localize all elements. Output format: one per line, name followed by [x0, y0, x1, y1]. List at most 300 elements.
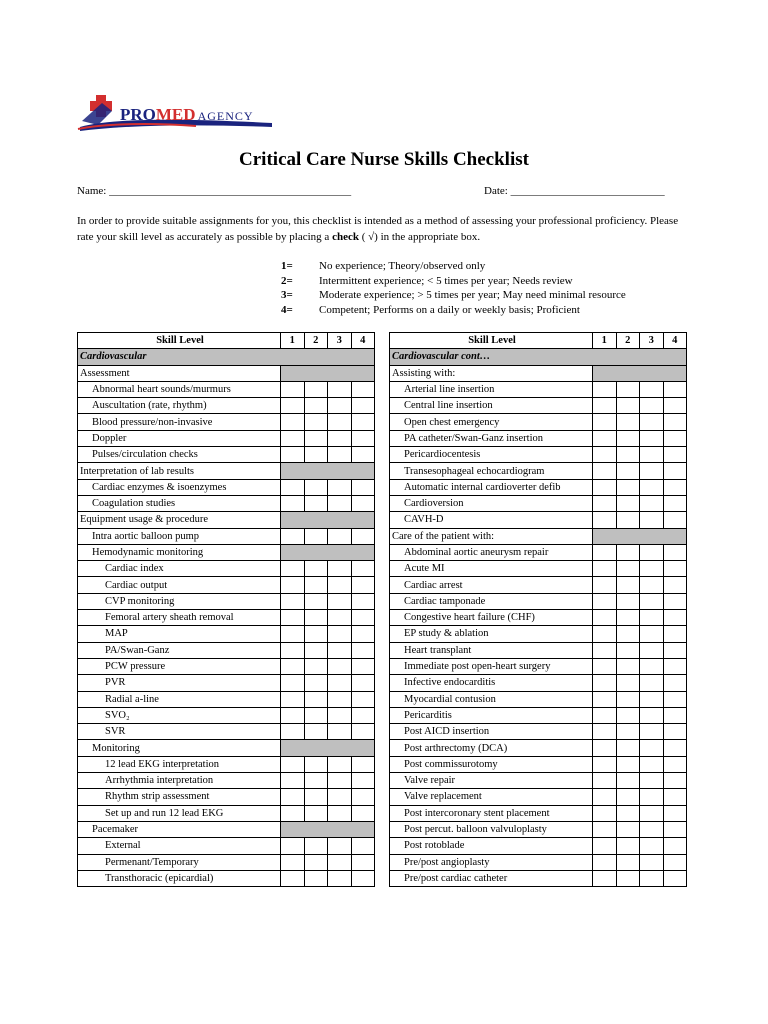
rating-checkbox-4[interactable]	[663, 479, 687, 495]
rating-checkbox-4[interactable]	[351, 528, 375, 544]
rating-checkbox-1[interactable]	[593, 838, 617, 854]
rating-checkbox-1[interactable]	[593, 626, 617, 642]
rating-checkbox-2[interactable]	[304, 838, 328, 854]
rating-checkbox-3[interactable]	[328, 430, 352, 446]
scale-description: Moderate experience; > 5 times per year; May need minimal resource	[319, 289, 626, 301]
rating-checkbox-4[interactable]	[663, 577, 687, 593]
rating-checkbox-1[interactable]	[593, 593, 617, 609]
rating-checkbox-3[interactable]	[640, 707, 664, 723]
rating-checkbox-1[interactable]	[281, 870, 305, 886]
rating-checkbox-2[interactable]	[304, 675, 328, 691]
rating-checkbox-3[interactable]	[328, 381, 352, 397]
rating-checkbox-1[interactable]	[281, 495, 305, 511]
rating-checkbox-2[interactable]	[616, 838, 640, 854]
rating-checkbox-2[interactable]	[616, 805, 640, 821]
rating-checkbox-3[interactable]	[328, 773, 352, 789]
rating-checkbox-3[interactable]	[640, 495, 664, 511]
rating-checkbox-2[interactable]	[616, 773, 640, 789]
rating-checkbox-4[interactable]	[663, 381, 687, 397]
rating-checkbox-1[interactable]	[593, 675, 617, 691]
right-table-row	[390, 593, 687, 609]
rating-checkbox-3[interactable]	[640, 854, 664, 870]
table-header-row	[390, 333, 687, 349]
rating-checkbox-3[interactable]	[328, 610, 352, 626]
rating-checkbox-1[interactable]	[281, 805, 305, 821]
rating-checkbox-1[interactable]	[281, 414, 305, 430]
rating-checkbox-4[interactable]	[351, 398, 375, 414]
rating-checkbox-3[interactable]	[328, 805, 352, 821]
rating-checkbox-1[interactable]	[593, 707, 617, 723]
rating-checkbox-1[interactable]	[593, 463, 617, 479]
scale-row	[281, 288, 626, 303]
rating-checkbox-1[interactable]	[593, 658, 617, 674]
rating-checkbox-2[interactable]	[616, 724, 640, 740]
rating-checkbox-2[interactable]	[616, 691, 640, 707]
rating-checkbox-2[interactable]	[616, 447, 640, 463]
rating-checkbox-4[interactable]	[351, 691, 375, 707]
rating-checkbox-2[interactable]	[616, 495, 640, 511]
date-field[interactable]: Date: ____________________________	[484, 185, 665, 197]
rating-column-header: 1	[281, 333, 305, 349]
rating-checkbox-3[interactable]	[640, 414, 664, 430]
skill-label: Cardiac enzymes & isoenzymes	[78, 479, 281, 495]
skill-label: Set up and run 12 lead EKG	[78, 805, 281, 821]
rating-checkbox-4[interactable]	[663, 495, 687, 511]
rating-checkbox-3[interactable]	[640, 724, 664, 740]
rating-checkbox-1[interactable]	[593, 740, 617, 756]
rating-checkbox-3[interactable]	[640, 577, 664, 593]
rating-checkbox-3[interactable]	[328, 724, 352, 740]
rating-checkbox-2[interactable]	[304, 528, 328, 544]
rating-checkbox-3[interactable]	[328, 479, 352, 495]
rating-checkbox-3[interactable]	[328, 398, 352, 414]
rating-checkbox-1[interactable]	[281, 593, 305, 609]
section-heading: Cardiovascular cont…	[390, 349, 687, 365]
rating-checkbox-4[interactable]	[663, 707, 687, 723]
rating-checkbox-4[interactable]	[351, 756, 375, 772]
rating-checkbox-2[interactable]	[304, 773, 328, 789]
right-table-row	[390, 773, 687, 789]
skill-label: Valve replacement	[390, 789, 593, 805]
rating-checkbox-4[interactable]	[351, 447, 375, 463]
rating-checkbox-2[interactable]	[616, 821, 640, 837]
rating-checkbox-4[interactable]	[663, 447, 687, 463]
rating-checkbox-4[interactable]	[663, 773, 687, 789]
rating-checkbox-2[interactable]	[616, 626, 640, 642]
rating-checkbox-2[interactable]	[616, 675, 640, 691]
rating-checkbox-2[interactable]	[304, 610, 328, 626]
rating-checkbox-2[interactable]	[304, 430, 328, 446]
right-table-row	[390, 870, 687, 886]
right-table-row	[390, 675, 687, 691]
rating-checkbox-4[interactable]	[663, 642, 687, 658]
rating-checkbox-3[interactable]	[640, 381, 664, 397]
rating-checkbox-4[interactable]	[663, 756, 687, 772]
rating-checkbox-4[interactable]	[663, 610, 687, 626]
rating-checkbox-4[interactable]	[663, 658, 687, 674]
rating-checkbox-3[interactable]	[328, 495, 352, 511]
rating-checkbox-3[interactable]	[328, 561, 352, 577]
rating-checkbox-1[interactable]	[281, 789, 305, 805]
left-table-row	[78, 544, 375, 560]
rating-checkbox-1[interactable]	[281, 838, 305, 854]
rating-checkbox-2[interactable]	[616, 414, 640, 430]
rating-checkbox-4[interactable]	[663, 675, 687, 691]
rating-checkbox-1[interactable]	[281, 675, 305, 691]
right-table-row	[390, 691, 687, 707]
skill-label: Valve repair	[390, 773, 593, 789]
rating-checkbox-2[interactable]	[304, 593, 328, 609]
rating-checkbox-1[interactable]	[593, 398, 617, 414]
rating-checkbox-2[interactable]	[616, 381, 640, 397]
rating-checkbox-4[interactable]	[351, 495, 375, 511]
rating-checkbox-3[interactable]	[328, 675, 352, 691]
rating-checkbox-2[interactable]	[616, 430, 640, 446]
rating-checkbox-3[interactable]	[640, 479, 664, 495]
rating-checkbox-1[interactable]	[593, 854, 617, 870]
rating-checkbox-2[interactable]	[304, 854, 328, 870]
rating-checkbox-1[interactable]	[593, 870, 617, 886]
shaded-rating-cell	[281, 365, 375, 381]
left-table-row	[78, 610, 375, 626]
rating-checkbox-1[interactable]	[281, 561, 305, 577]
rating-checkbox-4[interactable]	[663, 398, 687, 414]
rating-checkbox-4[interactable]	[351, 870, 375, 886]
rating-checkbox-2[interactable]	[304, 707, 328, 723]
rating-checkbox-4[interactable]	[351, 658, 375, 674]
rating-checkbox-4[interactable]	[351, 610, 375, 626]
rating-checkbox-4[interactable]	[663, 724, 687, 740]
skill-group-label: Interpretation of lab results	[78, 463, 281, 479]
rating-checkbox-2[interactable]	[304, 414, 328, 430]
rating-checkbox-2[interactable]	[616, 658, 640, 674]
skill-label: Cardiac index	[78, 561, 281, 577]
rating-checkbox-4[interactable]	[351, 805, 375, 821]
rating-checkbox-2[interactable]	[616, 479, 640, 495]
logo-pro: PRO	[120, 105, 156, 124]
rating-checkbox-3[interactable]	[640, 544, 664, 560]
rating-checkbox-1[interactable]	[593, 414, 617, 430]
rating-checkbox-4[interactable]	[351, 381, 375, 397]
rating-checkbox-3[interactable]	[640, 512, 664, 528]
rating-checkbox-1[interactable]	[593, 561, 617, 577]
rating-checkbox-3[interactable]	[640, 756, 664, 772]
logo-agency: AGENCY	[197, 109, 254, 123]
rating-scale	[281, 259, 626, 317]
rating-checkbox-4[interactable]	[663, 691, 687, 707]
rating-checkbox-3[interactable]	[640, 593, 664, 609]
rating-checkbox-3[interactable]	[328, 642, 352, 658]
shaded-rating-cell	[281, 512, 375, 528]
rating-checkbox-4[interactable]	[351, 675, 375, 691]
rating-checkbox-2[interactable]	[304, 381, 328, 397]
rating-checkbox-3[interactable]	[328, 691, 352, 707]
right-table-row	[390, 577, 687, 593]
rating-checkbox-4[interactable]	[351, 626, 375, 642]
rating-checkbox-3[interactable]	[328, 658, 352, 674]
rating-checkbox-2[interactable]	[616, 854, 640, 870]
rating-checkbox-1[interactable]	[281, 447, 305, 463]
rating-checkbox-3[interactable]	[328, 414, 352, 430]
rating-checkbox-1[interactable]	[593, 495, 617, 511]
skill-label: Open chest emergency	[390, 414, 593, 430]
rating-checkbox-2[interactable]	[616, 577, 640, 593]
rating-checkbox-1[interactable]	[593, 821, 617, 837]
rating-checkbox-2[interactable]	[304, 398, 328, 414]
rating-checkbox-1[interactable]	[281, 479, 305, 495]
rating-checkbox-1[interactable]	[281, 724, 305, 740]
rating-checkbox-2[interactable]	[616, 756, 640, 772]
rating-checkbox-3[interactable]	[640, 789, 664, 805]
rating-checkbox-1[interactable]	[281, 756, 305, 772]
rating-checkbox-2[interactable]	[616, 398, 640, 414]
rating-checkbox-3[interactable]	[640, 447, 664, 463]
rating-checkbox-2[interactable]	[616, 593, 640, 609]
table-header-row	[78, 333, 375, 349]
rating-checkbox-3[interactable]	[640, 561, 664, 577]
logo-med: MED	[155, 105, 196, 124]
rating-checkbox-4[interactable]	[663, 740, 687, 756]
right-table-row	[390, 365, 687, 381]
intro-paragraph	[77, 213, 692, 245]
scale-description: Intermittent experience; < 5 times per year; Needs review	[319, 274, 573, 287]
rating-checkbox-2[interactable]	[304, 561, 328, 577]
skill-level-header: Skill Level	[390, 333, 593, 349]
rating-checkbox-4[interactable]	[663, 854, 687, 870]
scale-number: 4=	[281, 303, 293, 316]
rating-checkbox-4[interactable]	[351, 414, 375, 430]
rating-checkbox-2[interactable]	[616, 707, 640, 723]
rating-checkbox-1[interactable]	[593, 430, 617, 446]
right-table-row	[390, 740, 687, 756]
rating-checkbox-1[interactable]	[281, 691, 305, 707]
right-table-row	[390, 414, 687, 430]
rating-checkbox-1[interactable]	[281, 430, 305, 446]
rating-checkbox-4[interactable]	[663, 430, 687, 446]
rating-checkbox-3[interactable]	[328, 626, 352, 642]
skills-table-left	[77, 332, 375, 887]
right-table-row	[390, 821, 687, 837]
rating-checkbox-2[interactable]	[616, 789, 640, 805]
rating-checkbox-1[interactable]	[593, 691, 617, 707]
rating-checkbox-1[interactable]	[593, 805, 617, 821]
rating-checkbox-4[interactable]	[351, 838, 375, 854]
left-table-row	[78, 414, 375, 430]
rating-checkbox-2[interactable]	[616, 740, 640, 756]
rating-checkbox-2[interactable]	[304, 789, 328, 805]
right-table-row	[390, 463, 687, 479]
rating-checkbox-4[interactable]	[351, 773, 375, 789]
right-table-row	[390, 349, 687, 365]
rating-checkbox-4[interactable]	[351, 593, 375, 609]
rating-checkbox-2[interactable]	[304, 724, 328, 740]
rating-checkbox-1[interactable]	[281, 381, 305, 397]
rating-checkbox-4[interactable]	[351, 854, 375, 870]
shaded-rating-cell	[281, 544, 375, 560]
rating-checkbox-4[interactable]	[351, 577, 375, 593]
skill-label: SVO₂	[78, 707, 281, 723]
rating-checkbox-1[interactable]	[281, 642, 305, 658]
rating-checkbox-2[interactable]	[304, 447, 328, 463]
rating-checkbox-1[interactable]	[281, 626, 305, 642]
intro-text: In order to provide suitable assignments for you, this checklist is intended as a method of assessing your professional proficiency. Please rate your skill level as accurately as possible by placing a	[77, 215, 679, 243]
rating-checkbox-4[interactable]	[663, 870, 687, 886]
rating-checkbox-4[interactable]	[351, 724, 375, 740]
rating-checkbox-4[interactable]	[663, 838, 687, 854]
rating-checkbox-3[interactable]	[328, 854, 352, 870]
rating-checkbox-1[interactable]	[593, 479, 617, 495]
rating-checkbox-3[interactable]	[640, 675, 664, 691]
rating-column-header: 3	[640, 333, 664, 349]
rating-checkbox-3[interactable]	[640, 870, 664, 886]
skill-label: Myocardial contusion	[390, 691, 593, 707]
rating-checkbox-3[interactable]	[328, 756, 352, 772]
rating-checkbox-2[interactable]	[304, 626, 328, 642]
rating-checkbox-3[interactable]	[640, 430, 664, 446]
rating-checkbox-1[interactable]	[281, 398, 305, 414]
rating-checkbox-4[interactable]	[663, 626, 687, 642]
rating-checkbox-4[interactable]	[351, 479, 375, 495]
rating-checkbox-2[interactable]	[616, 463, 640, 479]
rating-checkbox-3[interactable]	[640, 838, 664, 854]
rating-checkbox-3[interactable]	[328, 789, 352, 805]
rating-checkbox-3[interactable]	[328, 528, 352, 544]
left-table-row	[78, 707, 375, 723]
rating-checkbox-2[interactable]	[616, 642, 640, 658]
rating-checkbox-2[interactable]	[616, 544, 640, 560]
skill-label: EP study & ablation	[390, 626, 593, 642]
rating-checkbox-2[interactable]	[304, 805, 328, 821]
rating-checkbox-1[interactable]	[281, 610, 305, 626]
rating-checkbox-2[interactable]	[304, 642, 328, 658]
rating-checkbox-3[interactable]	[640, 821, 664, 837]
rating-checkbox-1[interactable]	[593, 381, 617, 397]
intro-text-end: ( √) in the appropriate box.	[358, 231, 481, 243]
left-table-row	[78, 365, 375, 381]
rating-checkbox-2[interactable]	[616, 512, 640, 528]
rating-checkbox-1[interactable]	[593, 724, 617, 740]
skill-group-label: Assisting with:	[390, 365, 593, 381]
rating-checkbox-4[interactable]	[663, 414, 687, 430]
left-table-row	[78, 528, 375, 544]
rating-checkbox-4[interactable]	[663, 805, 687, 821]
rating-checkbox-3[interactable]	[328, 870, 352, 886]
rating-checkbox-1[interactable]	[281, 528, 305, 544]
rating-checkbox-1[interactable]	[593, 756, 617, 772]
rating-checkbox-1[interactable]	[281, 577, 305, 593]
rating-checkbox-3[interactable]	[640, 610, 664, 626]
rating-checkbox-4[interactable]	[663, 593, 687, 609]
rating-checkbox-3[interactable]	[640, 658, 664, 674]
scale-number: 1=	[281, 260, 293, 272]
rating-checkbox-4[interactable]	[663, 821, 687, 837]
rating-checkbox-3[interactable]	[328, 838, 352, 854]
right-table-row	[390, 626, 687, 642]
rating-checkbox-1[interactable]	[281, 854, 305, 870]
rating-checkbox-2[interactable]	[304, 756, 328, 772]
rating-checkbox-3[interactable]	[640, 626, 664, 642]
page-title: Critical Care Nurse Skills Checklist	[239, 149, 529, 170]
rating-checkbox-2[interactable]	[304, 691, 328, 707]
right-table-row	[390, 561, 687, 577]
right-table-row	[390, 658, 687, 674]
rating-checkbox-2[interactable]	[304, 479, 328, 495]
rating-checkbox-4[interactable]	[663, 561, 687, 577]
rating-checkbox-1[interactable]	[593, 577, 617, 593]
rating-checkbox-3[interactable]	[640, 463, 664, 479]
rating-checkbox-4[interactable]	[663, 544, 687, 560]
rating-checkbox-1[interactable]	[593, 512, 617, 528]
rating-checkbox-3[interactable]	[640, 642, 664, 658]
left-table-row	[78, 593, 375, 609]
skill-group-label: Pacemaker	[78, 821, 281, 837]
rating-checkbox-3[interactable]	[328, 447, 352, 463]
skill-label: Blood pressure/non-invasive	[78, 414, 281, 430]
rating-checkbox-4[interactable]	[351, 561, 375, 577]
rating-checkbox-4[interactable]	[351, 789, 375, 805]
name-field[interactable]: Name: ____________________________________________	[77, 185, 352, 197]
scale-row	[281, 303, 626, 318]
skill-label: Acute MI	[390, 561, 593, 577]
rating-checkbox-4[interactable]	[663, 789, 687, 805]
rating-checkbox-3[interactable]	[640, 740, 664, 756]
skill-label: Cardiac tamponade	[390, 593, 593, 609]
rating-checkbox-3[interactable]	[328, 577, 352, 593]
left-table-row	[78, 642, 375, 658]
rating-checkbox-3[interactable]	[328, 707, 352, 723]
rating-checkbox-1[interactable]	[281, 658, 305, 674]
rating-checkbox-4[interactable]	[351, 430, 375, 446]
rating-checkbox-4[interactable]	[663, 512, 687, 528]
skill-label: Transesophageal echocardiogram	[390, 463, 593, 479]
rating-column-header: 2	[616, 333, 640, 349]
rating-checkbox-1[interactable]	[281, 707, 305, 723]
rating-checkbox-2[interactable]	[304, 870, 328, 886]
rating-checkbox-3[interactable]	[640, 805, 664, 821]
rating-checkbox-4[interactable]	[663, 463, 687, 479]
skill-label: Heart transplant	[390, 642, 593, 658]
rating-checkbox-3[interactable]	[640, 773, 664, 789]
left-table-row	[78, 789, 375, 805]
rating-checkbox-2[interactable]	[616, 870, 640, 886]
rating-checkbox-4[interactable]	[351, 642, 375, 658]
rating-checkbox-2[interactable]	[304, 577, 328, 593]
rating-checkbox-2[interactable]	[304, 495, 328, 511]
rating-checkbox-2[interactable]	[616, 610, 640, 626]
left-table-row	[78, 854, 375, 870]
rating-checkbox-4[interactable]	[351, 707, 375, 723]
rating-checkbox-2[interactable]	[304, 658, 328, 674]
left-table-row	[78, 821, 375, 837]
rating-checkbox-1[interactable]	[593, 789, 617, 805]
right-table-row	[390, 724, 687, 740]
rating-checkbox-1[interactable]	[593, 773, 617, 789]
rating-column-header: 4	[663, 333, 687, 349]
rating-checkbox-1[interactable]	[593, 610, 617, 626]
skill-label: Pericarditis	[390, 707, 593, 723]
rating-checkbox-2[interactable]	[616, 561, 640, 577]
left-table-row	[78, 561, 375, 577]
rating-checkbox-3[interactable]	[640, 398, 664, 414]
skill-label: Pericardiocentesis	[390, 447, 593, 463]
rating-checkbox-1[interactable]	[593, 642, 617, 658]
right-table-row	[390, 398, 687, 414]
rating-checkbox-1[interactable]	[593, 447, 617, 463]
rating-checkbox-3[interactable]	[640, 691, 664, 707]
rating-checkbox-1[interactable]	[281, 773, 305, 789]
rating-checkbox-3[interactable]	[328, 593, 352, 609]
rating-checkbox-1[interactable]	[593, 544, 617, 560]
